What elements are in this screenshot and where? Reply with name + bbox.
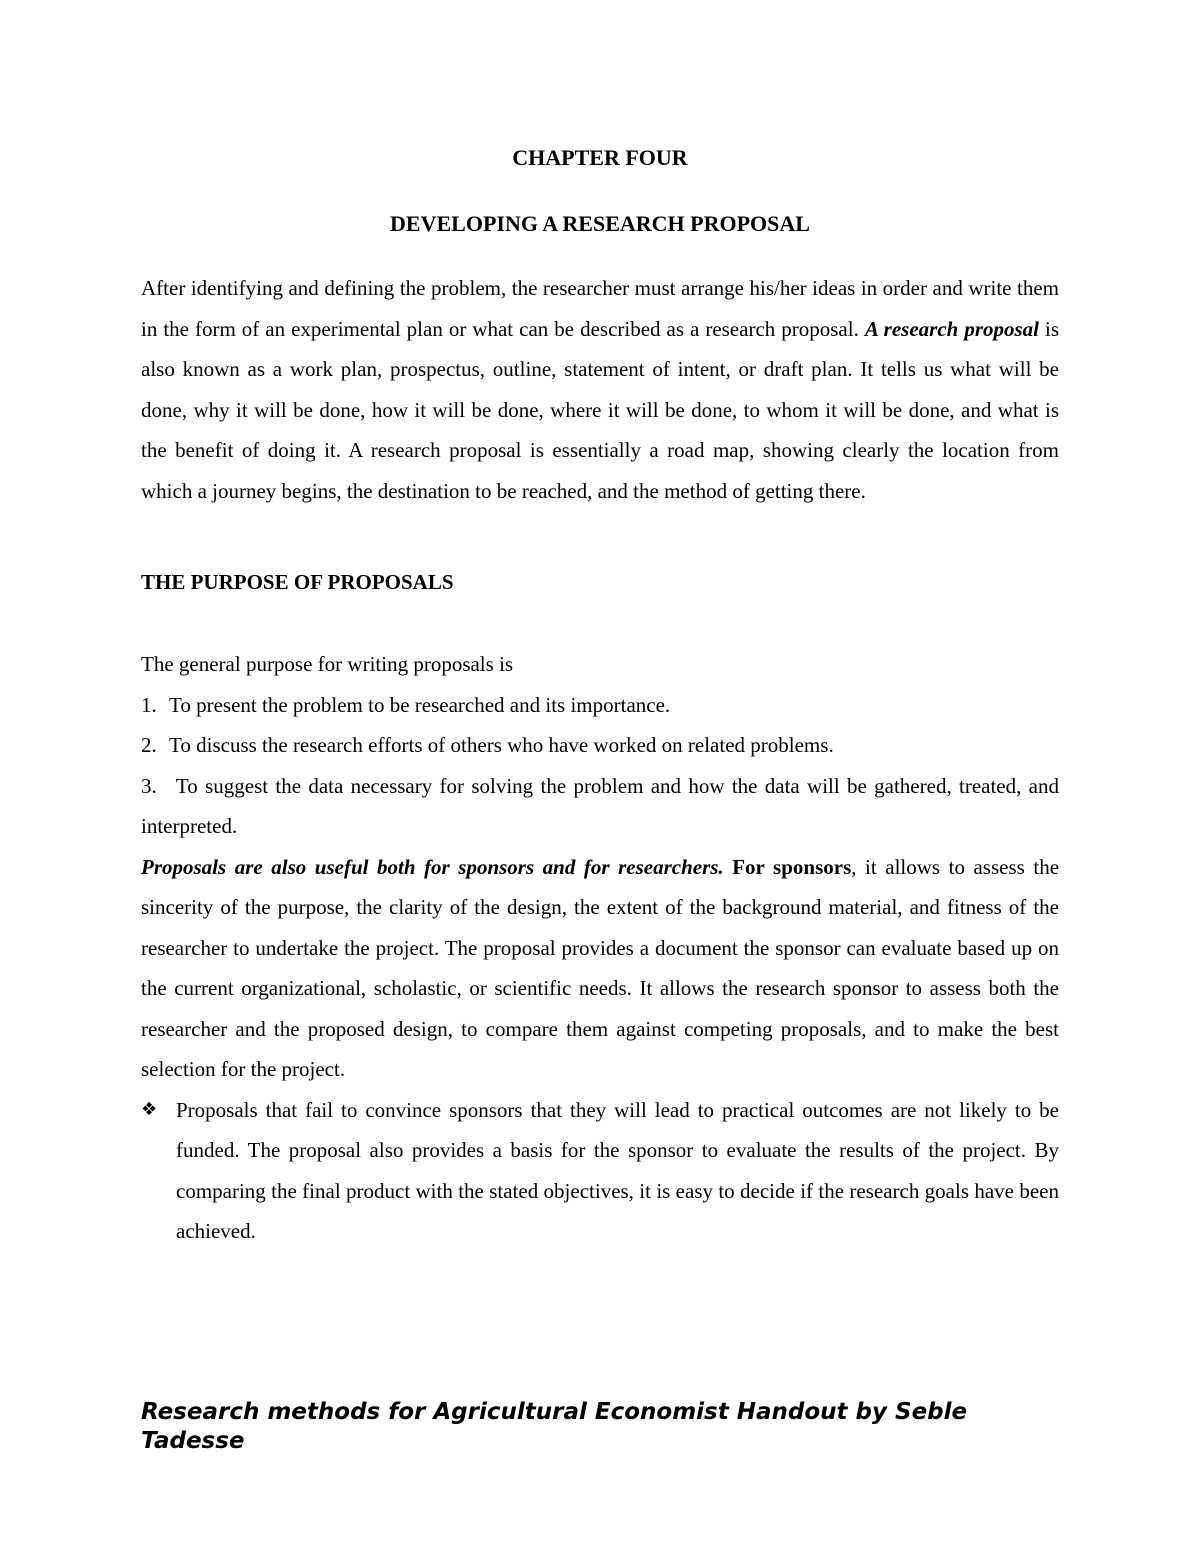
- handout-footer: Research methods for Agricultural Economist Handout by Seble Tadesse: [141, 1399, 968, 1454]
- bullet-item: [141, 1090, 1059, 1252]
- chapter-title: CHAPTER FOUR: [512, 145, 688, 170]
- diamond-bullet-icon: ❖: [141, 1098, 158, 1120]
- purpose-item-number: 1.: [141, 692, 157, 717]
- purpose-item-text: To present the problem to be researched and its importance.: [169, 692, 671, 717]
- purpose-item: [141, 725, 1059, 766]
- purpose-item-text: To discuss the research efforts of others who have worked on related problems.: [169, 733, 834, 757]
- purpose-item: [141, 766, 1059, 847]
- document-body: [141, 136, 1059, 1252]
- purpose-item-number: 2.: [141, 733, 157, 757]
- sponsors-bold-label: For sponsors: [732, 854, 852, 879]
- purpose-item: [141, 685, 1059, 726]
- bullet-text: Proposals that fail to convince sponsors that they will lead to practical outcomes are not likely to be funded. The proposal also provides a basis for the sponsor to evaluate the results of the project. By comparing the final product with the stated objectives, it is easy to decide if the research goals have been achieved.: [176, 1097, 1059, 1243]
- sponsors-text: , it allows to assess the sincerity of the purpose, the clarity of the design, the extent of the background material, and fitness of the researcher to undertake the project. The proposal provides a document the sponsor can evaluate based up on the current organizational, scholastic, or scientific needs. It allows the research sponsor to assess both the researcher and the proposed design, to compare them against competing proposals, and to make the best selection for the project.: [141, 854, 1060, 1081]
- chapter-subtitle: DEVELOPING A RESEARCH PROPOSAL: [390, 211, 810, 236]
- intro-text-1: After identifying and defining the problem, the researcher must arrange his/her ideas in order and write them in the form of an experimental plan or what can be described as a research proposal.: [141, 276, 1059, 341]
- intro-text-2: is also known as a work plan, prospectus, outline, statement of intent, or draft plan. It tells us what will be done, why it will be done, how it will be done, where it will be done, to whom it will be done, and what is the benefit of doing it. A research proposal is essentially a road map, showing clearly the location from which a journey begins, the destination to be reached, and the method of getting there.: [141, 316, 1059, 503]
- purpose-lead: The general purpose for writing proposals is: [141, 652, 514, 676]
- sponsors-paragraph: [141, 847, 1059, 1090]
- sponsors-emphasis: Proposals are also useful both for sponsors and for researchers.: [141, 854, 724, 879]
- purpose-item-text: To suggest the data necessary for solving the problem and how the data will be gathered, treated, and interpreted.: [141, 773, 1059, 838]
- section-heading-purpose: THE PURPOSE OF PROPOSALS: [141, 570, 454, 594]
- purpose-item-number: 3.: [141, 773, 157, 798]
- intro-paragraph: [141, 268, 1059, 511]
- intro-emphasis: A research proposal: [864, 316, 1039, 341]
